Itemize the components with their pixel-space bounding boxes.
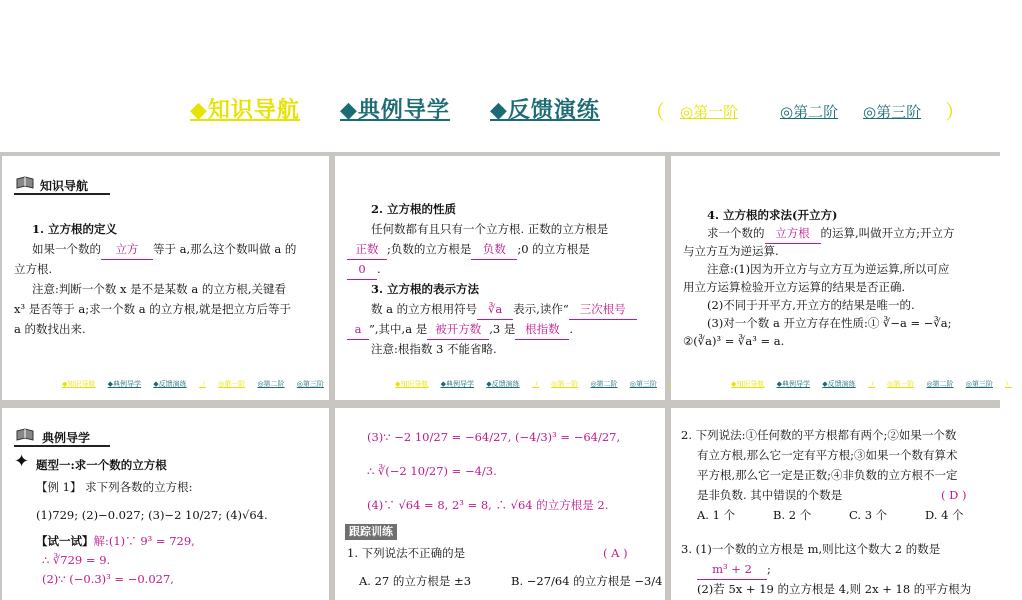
mini-stage-2[interactable]: ◎第二阶 [926,380,954,388]
notation-title: 3. 立方根的表示方法 [371,282,480,296]
mini-nav [62,375,353,394]
method-line-2: 与立方互为逆运算. [683,244,779,258]
mini-paren-open: （ [531,380,539,388]
mini-stage-2[interactable]: ◎第二阶 [257,380,285,388]
question-2-line-1: 2. 下列说法:①任何数的平方根都有两个;②如果一个数 [681,428,957,442]
mini-stage-2[interactable]: ◎第二阶 [590,380,618,388]
question-type-title: 题型一:求一个数的立方根 [36,458,167,472]
method-note-1: 注意:(1)因为开立方与立方互为逆运算,所以可应 [707,262,950,276]
mini-nav [731,375,1022,394]
mini-nav-examples[interactable]: ◆典例导学 [776,380,811,388]
nav-link-examples[interactable]: ◆典例导学 [340,98,450,123]
method-title: 4. 立方根的求法(开立方) [707,208,838,222]
stage-link-2[interactable]: ◎第二阶 [780,103,839,121]
solution-line-3: (3)∵ −2 10/27 = −64/27, (−4/3)³ = −64/27, [367,430,621,444]
mini-nav [395,375,686,394]
mini-stage-1[interactable]: ◎第一阶 [887,380,915,388]
mini-nav-examples[interactable]: ◆典例导学 [107,380,142,388]
question-3-line-1: 3. (1)一个数的立方根是 m,则比这个数大 2 的数是 [681,542,941,556]
solution-line-3b: ∴ ∛(−2 10/27) = −4/3. [367,464,497,478]
mini-stage-3[interactable]: ◎第三阶 [629,380,657,388]
mini-nav-practice[interactable]: ◆反馈演练 [153,380,187,388]
mini-nav-knowledge[interactable]: ◆知识导航 [395,380,429,388]
solution-line-4: (4)∵ √64 = 8, 2³ = 8, ∴ √64 的立方根是 2. [367,498,609,512]
question-2-option-d[interactable]: D. 4 个 [925,508,964,522]
question-1: 1. 下列说法不正确的是 [347,546,466,560]
notation-line-2: a ”,其中,a 是 被开方数 ,3 是 根指数 . [347,320,573,340]
stage-link-1[interactable]: ◎第一阶 [680,103,739,121]
try-line-3: (2)∵ (−0.3)³ = −0.027, [42,572,174,586]
mini-nav-examples[interactable]: ◆典例导学 [440,380,475,388]
question-3-line-3: (2)若 5x + 19 的立方根是 4,则 2x + 18 的平方根为 [697,582,972,596]
try-line-1: 【试一试】解:(1)∵ 9³ = 729, [36,534,195,548]
mini-stage-1[interactable]: ◎第一阶 [551,380,579,388]
mini-nav-knowledge[interactable]: ◆知识导航 [62,380,96,388]
nav-link-practice[interactable]: ◆反馈演练 [490,98,600,123]
properties-line-1: 任何数都有且只有一个立方根. 正数的立方根是 [371,222,609,236]
mini-paren-open: （ [198,380,206,388]
mini-paren-open: （ [867,380,875,388]
question-2-line-2: 有立方根,那么它一定有平方根;③如果一个数有算术 [697,448,958,462]
properties-line-3: 0 . [347,260,381,280]
top-navigation [0,0,1000,152]
question-2-option-b[interactable]: B. 2 个 [773,508,812,522]
example-items: (1)729; (2)−0.027; (3)−2 10/27; (4)√64. [36,508,268,522]
method-note-2: 用立方运算检验开立方运算的结果是否正确. [683,280,906,294]
mini-nav-practice[interactable]: ◆反馈演练 [486,380,520,388]
question-1-answer: ( A ) [603,546,628,560]
try-line-2: ∴ ∛729 = 9. [42,553,111,567]
note-line-1: 注意:判断一个数 x 是不是某数 a 的立方根,关键看 [32,282,286,296]
section-heading: 知识导航 [40,179,89,193]
answer-blank: 立方 [101,240,153,260]
slide-knowledge-definition[interactable] [2,156,329,400]
slide-example-continued[interactable] [335,408,665,600]
section-heading: 典例导学 [42,431,91,445]
question-2-option-c[interactable]: C. 3 个 [849,508,888,522]
mini-stage-3[interactable]: ◎第三阶 [296,380,324,388]
book-icon [16,428,34,442]
notation-line-1: 数 a 的立方根用符号 ∛a 表示,读作“ 三次根号 [371,300,637,320]
star-icon: ✦ [14,451,30,472]
definition-title: 1. 立方根的定义 [32,222,118,236]
note-line-2: x³ 是否等于 a;求一个数 a 的立方根,就是把立方后等于 [14,302,291,316]
question-2-line-3: 平方根,那么它一定是正数;④非负数的立方根不一定 [697,468,958,482]
definition-line-2: 立方根. [14,262,53,276]
heading-underline [14,193,110,195]
slide-example-guide[interactable] [2,408,329,600]
notation-note: 注意:根指数 3 不能省略. [371,342,497,356]
question-2-answer: ( D ) [941,488,967,502]
question-1-option-b[interactable]: B. −27/64 的立方根是 −3/4 [511,574,663,588]
book-icon [16,176,34,190]
paren-open: （ [645,100,665,124]
nav-link-knowledge[interactable]: ◆知识导航 [190,98,300,123]
slide-knowledge-properties[interactable] [335,156,665,400]
properties-line-2: 正数 ;负数的立方根是 负数 ;0 的立方根是 [347,240,590,260]
tracking-practice-tag: 跟踪训练 [345,522,397,541]
method-note-4: (3)对一个数 a 开立方存在性质:① ∛−a = −∛a; [707,316,952,330]
mini-paren-close: ） [1005,380,1013,388]
definition-line-1: 如果一个数的 立方 等于 a,那么这个数叫做 a 的 [32,240,296,260]
properties-title: 2. 立方根的性质 [371,202,457,216]
method-note-5: ②(∛a)³ = ∛a³ = a. [683,334,785,348]
example-prompt: 【例 1】 求下列各数的立方根: [36,480,193,494]
mini-nav-knowledge[interactable]: ◆知识导航 [731,380,765,388]
note-line-3: a 的数找出来. [14,322,86,336]
mini-stage-3[interactable]: ◎第三阶 [965,380,993,388]
question-2-line-4: 是非负数. 其中错误的个数是 [697,488,843,502]
slide-knowledge-method[interactable] [671,156,1013,400]
question-1-option-a[interactable]: A. 27 的立方根是 ±3 [359,574,472,588]
mini-stage-1[interactable]: ◎第一阶 [218,380,246,388]
method-line-1: 求一个数的 立方根 的运算,叫做开立方;开立方 [707,224,955,244]
heading-underline [14,445,110,447]
mini-nav-practice[interactable]: ◆反馈演练 [822,380,856,388]
paren-close: ） [945,100,965,124]
question-2-option-a[interactable]: A. 1 个 [697,508,736,522]
question-3-line-2: m³ + 2 ; [697,560,771,580]
method-note-3: (2)不同于开平方,开立方的结果是唯一的. [707,298,915,312]
stage-link-3[interactable]: ◎第三阶 [863,103,922,121]
slide-practice-questions[interactable] [671,408,1000,600]
